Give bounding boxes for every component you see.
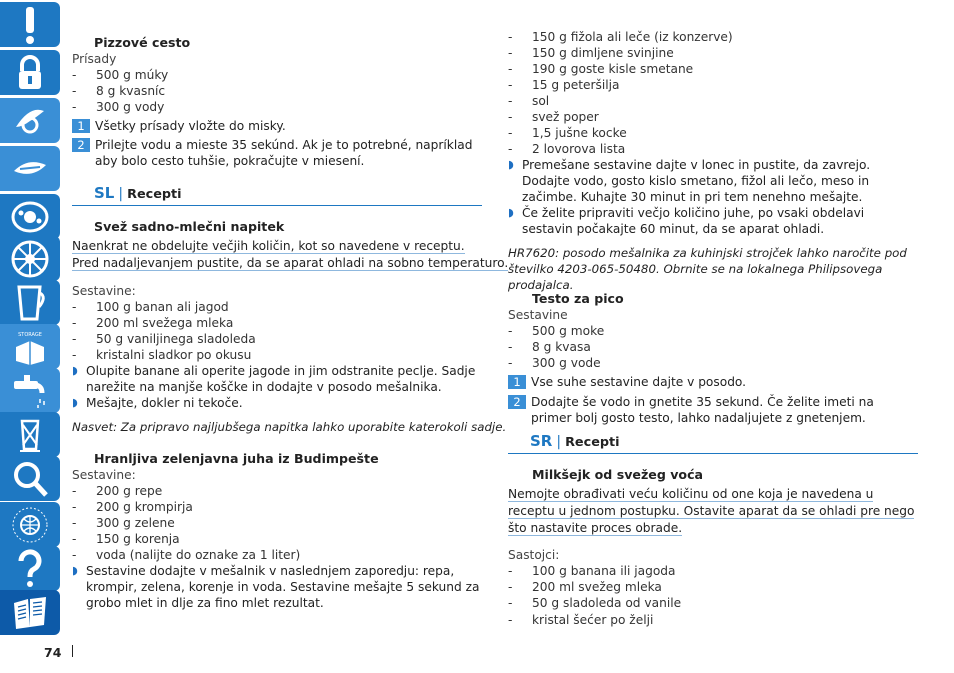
list-item: - 100 g banana ili jagoda <box>508 564 676 578</box>
list-item: - 1,5 jušne kocke <box>508 126 627 140</box>
milk-title: Milkšejk od svežeg voća <box>532 467 704 482</box>
storage-label: STORAGE <box>18 331 42 338</box>
list-item: - 15 g peteršilja <box>508 78 620 92</box>
section-code: SR <box>530 432 553 450</box>
list-item: - 200 ml svežeg mleka <box>508 580 662 594</box>
list-item: - 150 g korenja <box>72 532 180 546</box>
list-item: - 150 g fižola ali leče (iz konzerve) <box>508 30 733 44</box>
page-number-divider <box>72 645 73 657</box>
section-separator: | <box>556 434 562 450</box>
disc-icon[interactable] <box>0 194 60 239</box>
step-text: Vse suhe sestavine dajte v posodo. <box>531 375 747 389</box>
milk-tip: Nasvet: Za pripravo najljubšega napitka lahko uporabite katerokoli sadje. <box>72 420 507 434</box>
pizza-title: Testo za pico <box>532 291 624 306</box>
list-item: - 200 ml svežega mleka <box>72 316 234 330</box>
soup-note: HR7620: posodo mešalnika za kuhinjski strojček lahko naročite pod številko 4203-065-50480. Obrnite se na lokalnega Philipsovega prodajalca. <box>508 246 907 292</box>
list-item: - sol <box>508 94 550 108</box>
list-item: - 190 g goste kisle smetane <box>508 62 694 76</box>
list-item: - kristalni sladkor po okusu <box>72 348 252 362</box>
list-item: - 200 g repe <box>72 484 163 498</box>
magnifier-icon[interactable] <box>0 456 60 501</box>
list-item: - 2 lovorova lista <box>508 142 626 156</box>
list-item: - 100 g banan ali jagod <box>72 300 229 314</box>
jug-icon[interactable] <box>0 280 60 325</box>
pizza-ingredients-heading: Sestavine <box>508 308 568 322</box>
tap-icon[interactable] <box>0 368 60 413</box>
list-item: - 200 g krompirja <box>72 500 193 514</box>
blade-icon[interactable] <box>0 98 60 143</box>
pizza-title: Pizzové cesto <box>94 35 191 50</box>
pizza-ingredients-heading: Prísady <box>72 52 117 66</box>
step-number: 1 <box>72 119 90 133</box>
section-header-sr <box>508 433 918 454</box>
question-icon[interactable] <box>0 546 60 591</box>
page-number: 74 <box>44 645 62 660</box>
list-item: - 8 g kvasníc <box>72 84 166 98</box>
step-text: Prilejte vodu a mieste 35 sekúnd. Ak je to potrebné, napríklad aby bolo cesto tuhšie, pokračujte v miesení. <box>95 138 473 168</box>
bullet-icon: ◗ <box>72 396 78 409</box>
world-guarantee-icon[interactable] <box>0 502 60 547</box>
milk-title: Svež sadno-mlečni napitek <box>94 219 285 234</box>
milk-ingredients-heading: Sastojci: <box>508 548 560 562</box>
step-text: Všetky prísady vložte do misky. <box>95 119 286 133</box>
section-separator: | <box>118 186 124 202</box>
list-item: - 300 g zelene <box>72 516 175 530</box>
list-item: - 50 g sladoleda od vanile <box>508 596 682 610</box>
lock-icon[interactable] <box>0 50 60 95</box>
soup-ingredients-heading: Sestavine: <box>72 468 136 482</box>
milk-warning: Nemojte obrađivati veću količinu od one koja je navedena u receptu u jednom postupku. Ostavite aparat da se ohladi pre nego što nastavite proces obrade. <box>508 487 915 535</box>
list-item: - 300 g vode <box>508 356 601 370</box>
list-item: - svež poper <box>508 110 599 124</box>
list-item: - 500 g moke <box>508 324 605 338</box>
step-text: Dodajte še vodo in gnetite 35 sekund. Če želite imeti na primer bolj gosto testo, lahko nadaljujete z gnetenjem. <box>531 395 874 425</box>
bullet-icon: ◗ <box>508 206 514 219</box>
list-item: - kristal šećer po želji <box>508 613 654 627</box>
list-item: - 8 g kvasa <box>508 340 591 354</box>
section-header-sl <box>72 185 482 206</box>
sidebar-navigation <box>0 0 62 640</box>
recipe-book-icon[interactable] <box>0 590 60 635</box>
step-number: 1 <box>508 375 526 389</box>
list-item: - 150 g dimljene svinjine <box>508 46 674 60</box>
list-item: - 50 g vaniljinega sladoleda <box>72 332 256 346</box>
list-item: - voda (nalijte do oznake za 1 liter) <box>72 548 301 562</box>
milk-warning-1: Naenkrat ne obdelujte večjih količin, kot so navedene v receptu. <box>72 239 465 253</box>
soup-title: Hranljiva zelenjavna juha iz Budimpešte <box>94 451 379 466</box>
storage-box-icon[interactable] <box>0 324 60 369</box>
bin-icon[interactable] <box>0 412 60 457</box>
bullet-icon: ◗ <box>72 364 78 377</box>
grater-disc-icon[interactable] <box>0 236 60 281</box>
section-name: Recepti <box>565 435 620 450</box>
milk-ingredients-heading: Sestavine: <box>72 284 136 298</box>
section-code: SL <box>94 184 115 202</box>
whisk-icon[interactable] <box>0 146 60 191</box>
exclamation-icon[interactable] <box>0 2 60 47</box>
bullet-icon: ◗ <box>72 564 78 577</box>
list-item: - 300 g vody <box>72 100 165 114</box>
step-number: 2 <box>72 138 90 152</box>
section-name: Recepti <box>127 187 182 202</box>
list-item: - 500 g múky <box>72 68 169 82</box>
step-number: 2 <box>508 395 526 409</box>
bullet-icon: ◗ <box>508 158 514 171</box>
milk-warning-2: Pred nadaljevanjem pustite, da se aparat ohladi na sobno temperaturo. <box>72 256 509 270</box>
